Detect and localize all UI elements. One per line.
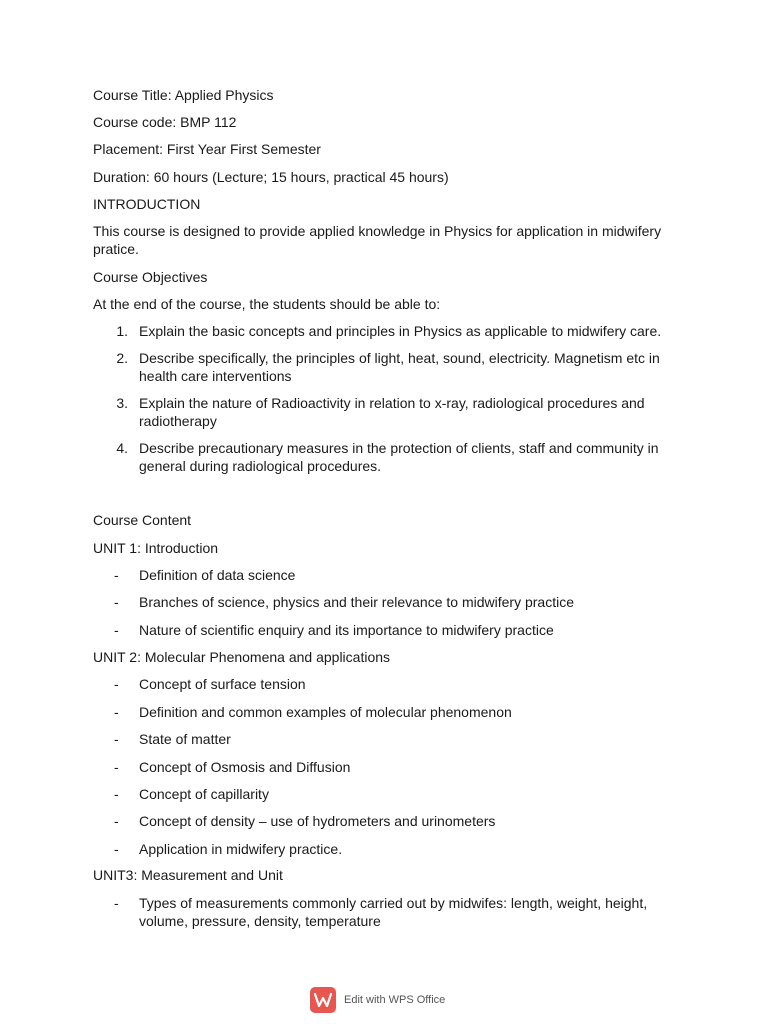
objective-text: Explain the nature of Radioactivity in relation to x-ray, radiological procedures and radiotherapy xyxy=(139,395,645,429)
list-item-text: Nature of scientific enquiry and its importance to midwifery practice xyxy=(139,622,554,638)
placement: Placement: First Year First Semester xyxy=(93,141,321,157)
unit-title: UNIT 1: Introduction xyxy=(93,540,219,556)
wps-office-logo-icon[interactable] xyxy=(310,987,336,1013)
list-item-text: Concept of density – use of hydrometers and urinometers xyxy=(139,813,496,829)
duration: Duration: 60 hours (Lecture; 15 hours, practical 45 hours) xyxy=(93,169,449,185)
bullet-dash: - xyxy=(114,759,119,775)
bullet-dash: - xyxy=(114,841,119,857)
list-item-text: Concept of capillarity xyxy=(139,786,269,802)
list-item-text: Definition and common examples of molecular phenomenon xyxy=(139,704,512,720)
unit-title: UNIT 2: Molecular Phenomena and applications xyxy=(93,649,391,665)
list-item-text: State of matter xyxy=(139,731,231,747)
course-content-heading: Course Content xyxy=(93,512,192,528)
bullet-dash: - xyxy=(114,567,119,583)
bullet-dash: - xyxy=(114,786,119,802)
list-number: 3. xyxy=(116,395,128,411)
introduction-heading: INTRODUCTION xyxy=(93,196,201,212)
bullet-dash: - xyxy=(114,622,119,638)
list-item-text: Types of measurements commonly carried out by midwifes: length, weight, height, volume, pressure, density, temperature xyxy=(139,895,648,929)
list-item-text: Application in midwifery practice. xyxy=(139,841,343,857)
objective-text: Describe precautionary measures in the protection of clients, staff and community in general during radiological procedures. xyxy=(139,440,659,474)
objective-text: Explain the basic concepts and principles in Physics as applicable to midwifery care. xyxy=(139,323,662,339)
list-item-text: Concept of surface tension xyxy=(139,676,306,692)
course-code: Course code: BMP 112 xyxy=(93,114,237,130)
bullet-dash: - xyxy=(114,731,119,747)
objective-text: Describe specifically, the principles of light, heat, sound, electricity. Magnetism etc in health care interventions xyxy=(139,350,660,384)
introduction-body: This course is designed to provide applied knowledge in Physics for application in midwifery pratice. xyxy=(93,223,662,257)
unit-title: UNIT3: Measurement and Unit xyxy=(93,867,283,883)
list-number: 4. xyxy=(116,440,128,456)
list-number: 2. xyxy=(116,350,128,366)
list-item-text: Branches of science, physics and their relevance to midwifery practice xyxy=(139,594,574,610)
list-item-text: Concept of Osmosis and Diffusion xyxy=(139,759,351,775)
list-number: 1. xyxy=(116,323,128,339)
objectives-lead: At the end of the course, the students should be able to: xyxy=(93,296,441,312)
bullet-dash: - xyxy=(114,813,119,829)
bullet-dash: - xyxy=(114,704,119,720)
bullet-dash: - xyxy=(114,676,119,692)
wps-edit-banner[interactable] xyxy=(310,987,445,1013)
course-title: Course Title: Applied Physics xyxy=(93,87,274,103)
list-item-text: Definition of data science xyxy=(139,567,296,583)
objectives-heading: Course Objectives xyxy=(93,269,208,285)
bullet-dash: - xyxy=(114,594,119,610)
wps-edit-label[interactable]: Edit with WPS Office xyxy=(344,994,446,1006)
bullet-dash: - xyxy=(114,895,119,911)
